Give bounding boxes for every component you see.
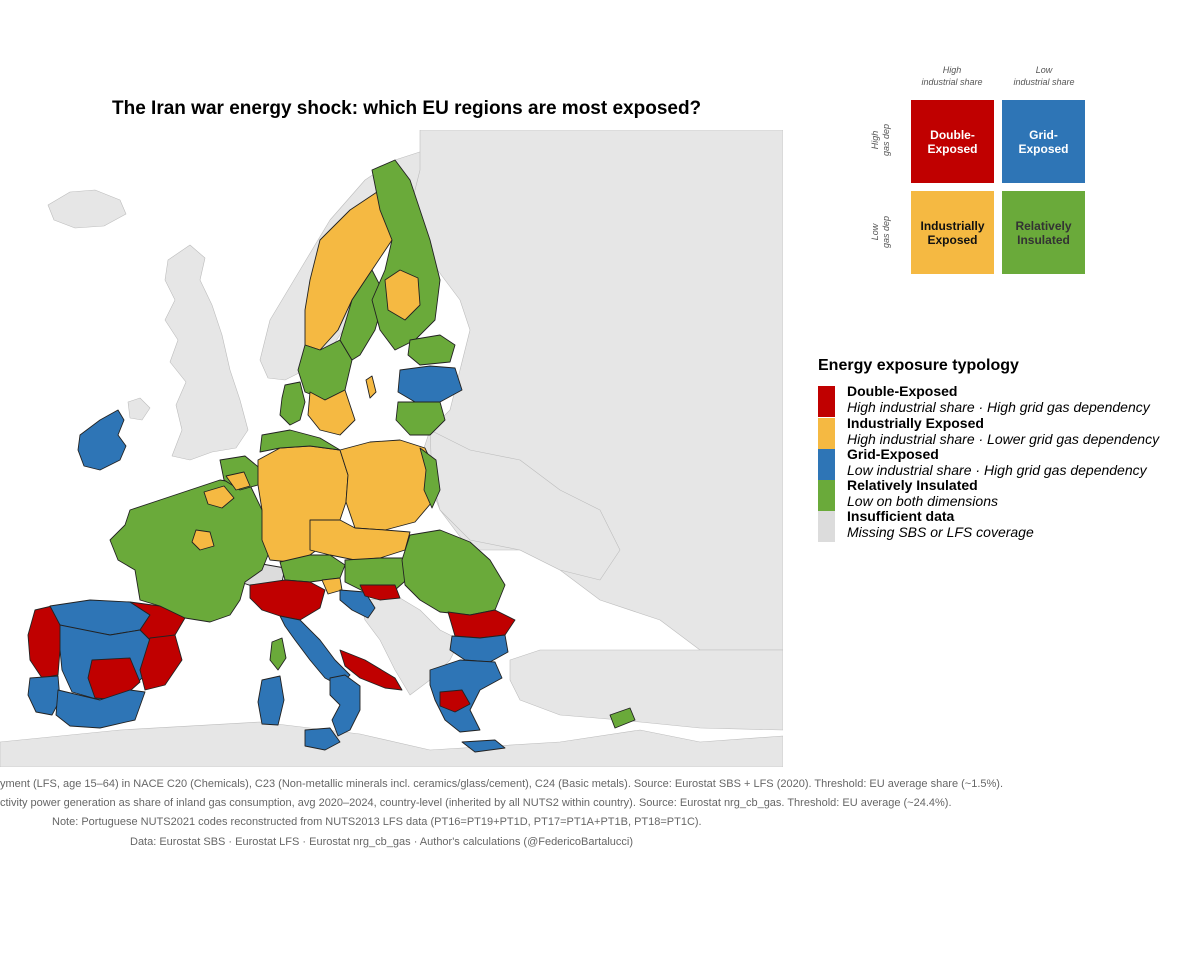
legend-item-desc: Missing SBS or LFS coverage: [847, 524, 1034, 540]
key-column-high-label: High industrial share: [921, 65, 983, 87]
key-row-high-label: High gas dep: [870, 123, 891, 157]
note-data-sources: Data: Eurostat SBS · Eurostat LFS · Eurostat nrg_cb_gas · Author's calculations (@FedericoBartalucci): [130, 836, 633, 848]
legend-item-desc: Low on both dimensions: [847, 493, 998, 509]
legend-swatch: [818, 418, 835, 449]
legend-swatch: [818, 480, 835, 511]
key-row-low-label: Low gas dep: [870, 215, 891, 249]
map-panel: [0, 130, 783, 767]
legend-item-desc: High industrial share · Lower grid gas dependency: [847, 431, 1160, 447]
key-column-low-label: Low industrial share: [1013, 65, 1075, 87]
key-cell-relatively-insulated: Relatively Insulated: [1002, 191, 1085, 274]
legend-item-desc: Low industrial share · High grid gas dependency: [847, 462, 1147, 478]
note-portuguese-codes: Note: Portuguese NUTS2021 codes reconstructed from NUTS2013 LFS data (PT16=PT19+PT1D, PT17=PT1A+PT1B, PT18=PT1C).: [52, 816, 702, 828]
chart-title: The Iran war energy shock: which EU regions are most exposed?: [112, 98, 702, 119]
legend-item-name: Industrially Exposed: [847, 415, 984, 431]
note-gas-dependency: ctivity power generation as share of inland gas consumption, avg 2020–2024, country-level (inherited by all NUTS2 within country). Source: Eurostat nrg_cb_gas. Threshold: EU average (~24.4%).: [0, 797, 952, 809]
legend-swatch: [818, 511, 835, 542]
legend-item-name: Grid-Exposed: [847, 446, 939, 462]
eu-region-map: [0, 130, 783, 767]
legend-swatch: [818, 386, 835, 417]
legend-item-desc: High industrial share · High grid gas dependency: [847, 399, 1150, 415]
key-cell-grid-exposed: Grid- Exposed: [1002, 100, 1085, 183]
legend-item-name: Double-Exposed: [847, 383, 958, 399]
legend-swatch: [818, 449, 835, 480]
region-sardinia: [258, 676, 284, 725]
legend-item-name: Insufficient data: [847, 508, 955, 524]
key-cell-double-exposed: Double- Exposed: [911, 100, 994, 183]
note-industrial-share: yment (LFS, age 15–64) in NACE C20 (Chemicals), C23 (Non-metallic minerals incl. ceramics/glass/cement), C24 (Basic metals). Source: Eurostat SBS + LFS (2020). Threshold: EU average share (~1.5%).: [0, 778, 1004, 790]
key-cell-industrially-exposed: Industrially Exposed: [911, 191, 994, 274]
legend-title: Energy exposure typology: [818, 357, 1019, 374]
legend-item-name: Relatively Insulated: [847, 477, 978, 493]
